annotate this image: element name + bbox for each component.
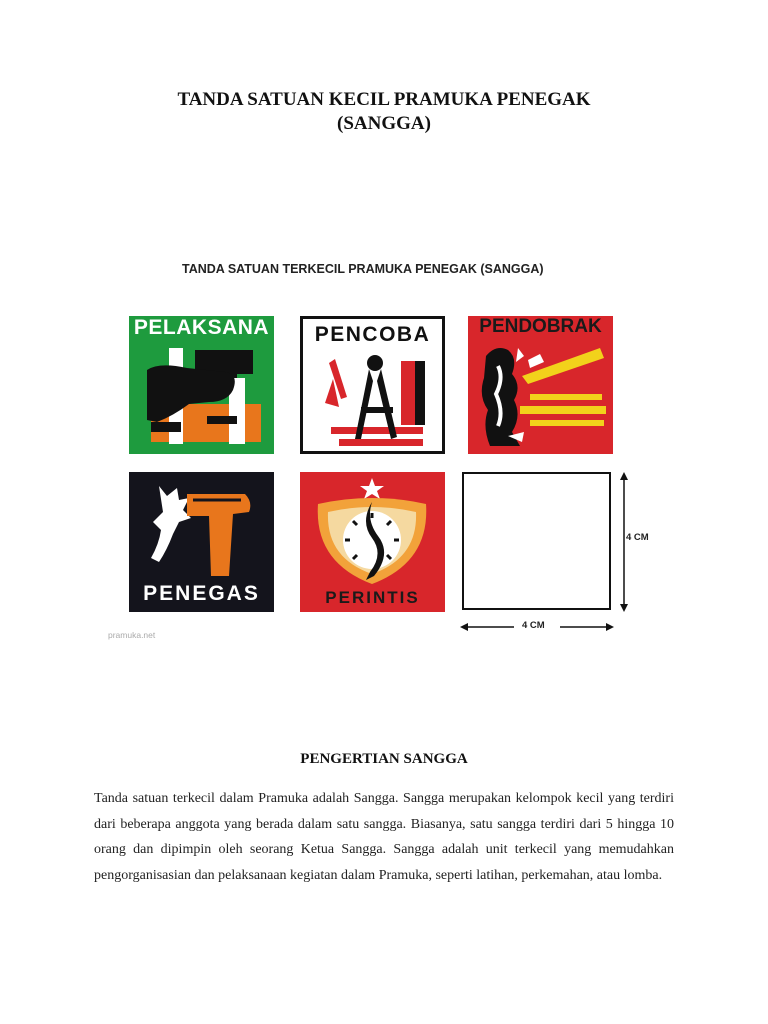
badge-pelaksana <box>129 316 274 454</box>
badge-label-perintis: PERINTIS <box>325 588 420 607</box>
badge-pencoba <box>300 316 445 454</box>
section-heading: PENGERTIAN SANGGA <box>300 751 468 767</box>
badge-label-penegas: PENEGAS <box>143 582 260 605</box>
badge-label-pendobrak: PENDOBRAK <box>479 316 602 337</box>
document-title-line-2: (SANGGA) <box>337 113 431 134</box>
document-title-line-1: TANDA SATUAN KECIL PRAMUKA PENEGAK <box>177 89 591 110</box>
image-credit: pramuka.net <box>108 630 156 640</box>
badge-label-pencoba: PENCOBA <box>314 323 431 346</box>
badge-perintis <box>300 472 445 612</box>
badge-label-pelaksana: PELAKSANA <box>133 316 270 339</box>
width-dimension-label: 4 CM <box>522 620 545 631</box>
body-paragraph: Tanda satuan terkecil dalam Pramuka adalah Sangga. Sangga merupakan kelompok kecil yang terdiri dari beberapa anggota yang berada dalam satu sangga. Biasanya, satu sangga terdiri dari 5 hingga 10 orang dan dipimpin oleh seorang Ketua Sangga. Sangga adalah unit terkecil yang memudahkan pengorganisasian dan pelaksanaan kegiatan dalam Pramuka, seperti latihan, perkemahan, atau lomba. <box>94 791 674 883</box>
badge-penegas <box>129 472 274 612</box>
document-title <box>120 88 648 136</box>
badge-size-template <box>462 472 611 610</box>
figure-title: TANDA SATUAN TERKECIL PRAMUKA PENEGAK (SANGGA) <box>182 262 544 276</box>
height-dimension-label: 4 CM <box>626 532 649 543</box>
badge-pendobrak <box>468 316 613 454</box>
